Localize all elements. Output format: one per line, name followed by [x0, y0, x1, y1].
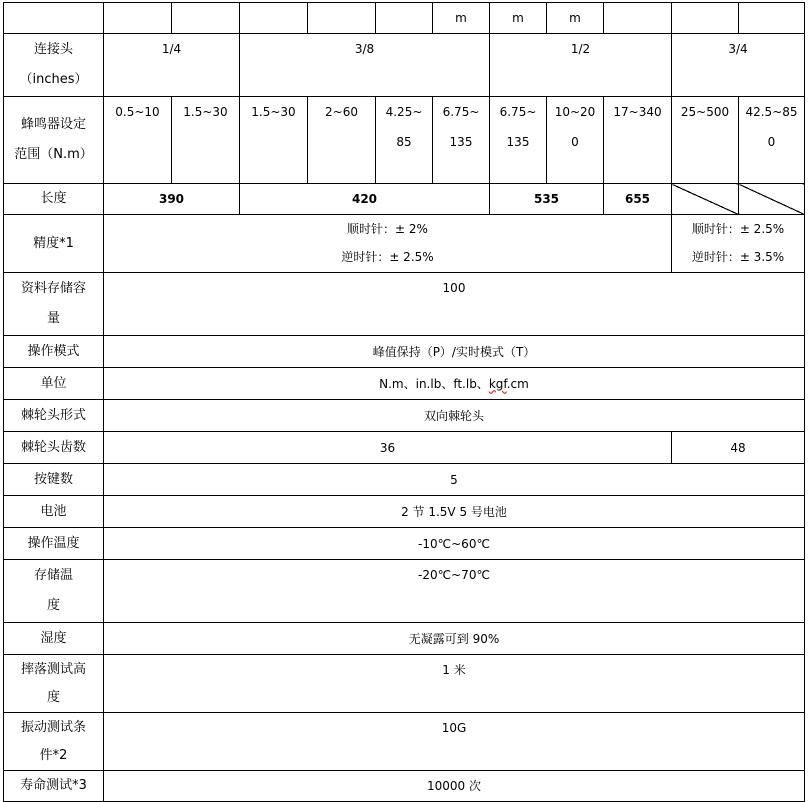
mode-value: 峰值保持（P）/实时模式（T）	[104, 336, 805, 368]
ratchet-teeth-label: 棘轮头齿数	[4, 432, 104, 464]
connector-label: 连接头 （inches）	[4, 34, 104, 97]
range-cell: 0.5~10	[104, 97, 172, 184]
size-cell: 1/2	[490, 34, 672, 97]
storage-value: 100	[104, 273, 805, 336]
length-value: 535	[490, 184, 604, 215]
range-cell: 17~340	[604, 97, 672, 184]
mode-label: 操作模式	[4, 336, 104, 368]
blank-cell	[376, 3, 433, 34]
unit-label: 单位	[4, 368, 104, 400]
life-label: 寿命测试*3	[4, 771, 104, 802]
size-cell: 3/8	[240, 34, 490, 97]
humidity-value: 无凝露可到 90%	[104, 623, 805, 655]
unit-cell: m	[490, 3, 547, 34]
range-cell: 10~20 0	[547, 97, 604, 184]
unit-cell: m	[547, 3, 604, 34]
battery-label: 电池	[4, 496, 104, 528]
spec-table	[3, 2, 805, 802]
ratchet-type-value: 双向棘轮头	[104, 400, 805, 432]
blank-cell	[739, 3, 805, 34]
unit-cell: m	[433, 3, 490, 34]
battery-row	[4, 496, 805, 528]
size-cell: 1/4	[104, 34, 240, 97]
blank-cell	[172, 3, 240, 34]
unit-row	[4, 368, 805, 400]
precision-row	[4, 215, 805, 273]
blank-cell	[240, 3, 308, 34]
range-cell: 42.5~85 0	[739, 97, 805, 184]
connector-row	[4, 34, 805, 97]
range-cell: 1.5~30	[240, 97, 308, 184]
store-temp-row	[4, 560, 805, 623]
buttons-row	[4, 464, 805, 496]
precision-value-a: 顺时针：± 2% 逆时针：± 2.5%	[104, 215, 672, 273]
blank-cell	[308, 3, 376, 34]
vibration-row	[4, 713, 805, 771]
ratchet-teeth-value-b: 48	[672, 432, 805, 464]
storage-label: 资料存储容 量	[4, 273, 104, 336]
op-temp-label: 操作温度	[4, 528, 104, 560]
blank-cell	[604, 3, 672, 34]
humidity-row	[4, 623, 805, 655]
storage-row	[4, 273, 805, 336]
store-temp-value: -20℃~70℃	[104, 560, 805, 623]
humidity-label: 湿度	[4, 623, 104, 655]
length-label: 长度	[4, 184, 104, 215]
vibration-value: 10G	[104, 713, 805, 771]
length-value: 420	[240, 184, 490, 215]
length-value: 655	[604, 184, 672, 215]
buttons-value: 5	[104, 464, 805, 496]
precision-value-b: 顺时针：± 2.5% 逆时针：± 3.5%	[672, 215, 805, 273]
range-cell: 6.75~ 135	[433, 97, 490, 184]
range-cell: 6.75~ 135	[490, 97, 547, 184]
drop-label: 摔落测试高 度	[4, 655, 104, 713]
blank-cell	[672, 3, 739, 34]
range-cell: 2~60	[308, 97, 376, 184]
buttons-label: 按键数	[4, 464, 104, 496]
buzzer-label: 蜂鸣器设定 范围（N.m）	[4, 97, 104, 184]
range-cell: 1.5~30	[172, 97, 240, 184]
range-cell: 4.25~ 85	[376, 97, 433, 184]
battery-value: 2 节 1.5V 5 号电池	[104, 496, 805, 528]
unit-value: N.m、in.lb、ft.lb、kgf.cm	[104, 368, 805, 400]
diagonal-cell	[739, 184, 805, 215]
life-row	[4, 771, 805, 802]
mode-row	[4, 336, 805, 368]
drop-value: 1 米	[104, 655, 805, 713]
blank-cell	[104, 3, 172, 34]
diagonal-cell	[672, 184, 739, 215]
precision-label: 精度*1	[4, 215, 104, 273]
op-temp-row	[4, 528, 805, 560]
vibration-label: 振动测试条 件*2	[4, 713, 104, 771]
op-temp-value: -10℃~60℃	[104, 528, 805, 560]
ratchet-type-row	[4, 400, 805, 432]
store-temp-label: 存储温 度	[4, 560, 104, 623]
length-row	[4, 184, 805, 215]
drop-row	[4, 655, 805, 713]
life-value: 10000 次	[104, 771, 805, 802]
length-value: 390	[104, 184, 240, 215]
ratchet-teeth-row	[4, 432, 805, 464]
size-cell: 3/4	[672, 34, 805, 97]
blank-cell	[4, 3, 104, 34]
range-cell: 25~500	[672, 97, 739, 184]
buzzer-row	[4, 97, 805, 184]
ratchet-type-label: 棘轮头形式	[4, 400, 104, 432]
units-row	[4, 3, 805, 34]
ratchet-teeth-value-a: 36	[104, 432, 672, 464]
